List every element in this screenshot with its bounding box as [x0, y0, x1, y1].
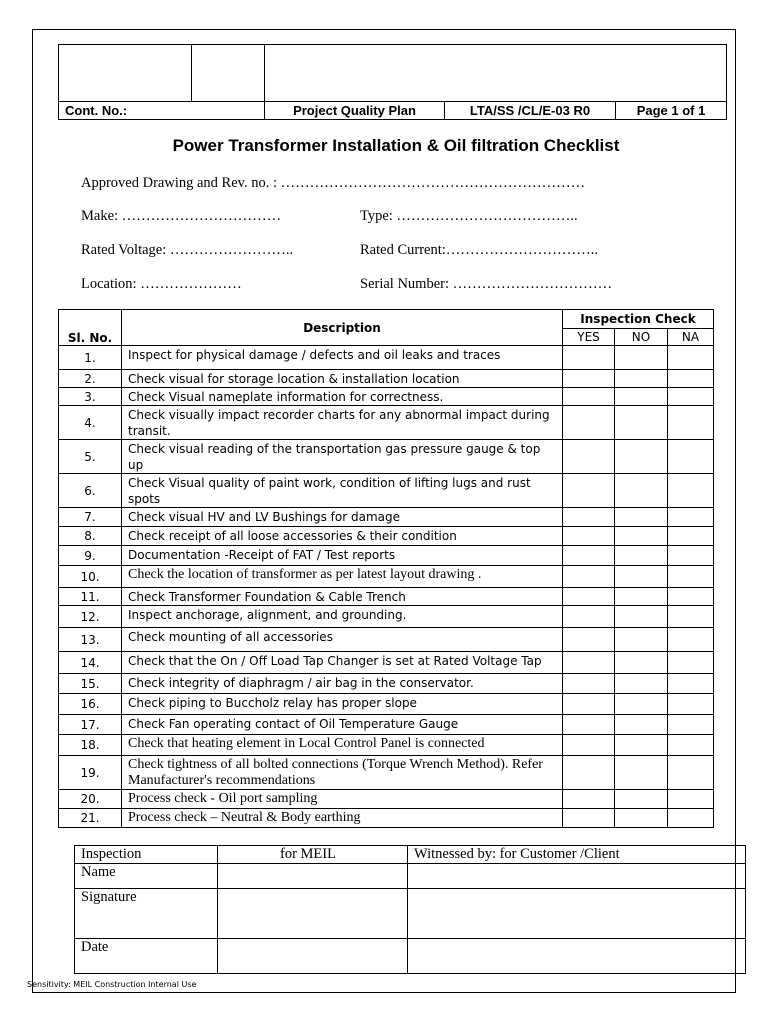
check-cell-yes[interactable] [563, 628, 615, 652]
check-cell-no[interactable] [615, 694, 668, 715]
row-number: 6. [59, 474, 122, 508]
row-number: 11. [59, 588, 122, 606]
row-description: Check receipt of all loose accessories & their condition [122, 527, 563, 546]
table-row [59, 756, 714, 790]
table-row [59, 674, 714, 694]
check-cell-no[interactable] [615, 474, 668, 508]
check-cell-no[interactable] [615, 370, 668, 388]
check-cell-no[interactable] [615, 735, 668, 756]
check-cell-na[interactable] [668, 588, 714, 606]
check-cell-na[interactable] [668, 474, 714, 508]
col-header-na: NA [668, 329, 714, 346]
check-cell-na[interactable] [668, 346, 714, 370]
check-cell-no[interactable] [615, 388, 668, 406]
signoff-date-label: Date [75, 939, 218, 974]
check-cell-yes[interactable] [563, 652, 615, 674]
row-number: 2. [59, 370, 122, 388]
table-row [59, 628, 714, 652]
table-row [59, 546, 714, 566]
signoff-signature-meil-cell[interactable] [218, 889, 408, 939]
check-cell-yes[interactable] [563, 606, 615, 628]
cont-no: Cont. No.: [59, 102, 265, 120]
check-cell-na[interactable] [668, 527, 714, 546]
check-cell-yes[interactable] [563, 474, 615, 508]
table-row [59, 370, 714, 388]
check-cell-na[interactable] [668, 388, 714, 406]
row-description: Check Visual nameplate information for correctness. [122, 388, 563, 406]
row-number: 14. [59, 652, 122, 674]
table-row [59, 790, 714, 809]
signoff-signature-label: Signature [75, 889, 218, 939]
doc-number: LTA/SS /CL/E-03 R0 [445, 102, 616, 120]
row-number: 5. [59, 440, 122, 474]
logo-cell-2 [192, 45, 265, 102]
table-row [59, 474, 714, 508]
signoff-table [74, 845, 746, 974]
check-cell-no[interactable] [615, 546, 668, 566]
row-number: 16. [59, 694, 122, 715]
check-cell-na[interactable] [668, 566, 714, 588]
table-row [59, 809, 714, 828]
signoff-header-client: Witnessed by: for Customer /Client [408, 846, 746, 864]
check-cell-na[interactable] [668, 370, 714, 388]
row-description: Check piping to Buccholz relay has proper slope [122, 694, 563, 715]
check-cell-na[interactable] [668, 674, 714, 694]
check-cell-yes[interactable] [563, 694, 615, 715]
check-cell-no[interactable] [615, 674, 668, 694]
row-number: 17. [59, 715, 122, 735]
document-title: Power Transformer Installation & Oil filtration Checklist [172, 136, 620, 155]
check-cell-yes[interactable] [563, 370, 615, 388]
check-cell-yes[interactable] [563, 588, 615, 606]
check-cell-no[interactable] [615, 652, 668, 674]
row-number: 4. [59, 406, 122, 440]
check-cell-na[interactable] [668, 440, 714, 474]
check-cell-na[interactable] [668, 652, 714, 674]
check-cell-yes[interactable] [563, 756, 615, 790]
check-cell-yes[interactable] [563, 566, 615, 588]
check-cell-yes[interactable] [563, 546, 615, 566]
location-field: Location: ………………… [81, 276, 242, 292]
table-row [59, 406, 714, 440]
check-cell-no[interactable] [615, 566, 668, 588]
row-number: 12. [59, 606, 122, 628]
row-number: 9. [59, 546, 122, 566]
rated-voltage-field: Rated Voltage: …………………….. [81, 242, 294, 258]
check-cell-no[interactable] [615, 756, 668, 790]
row-description: Check tightness of all bolted connections (Torque Wrench Method). Refer Manufacturer's recommendations [122, 756, 563, 790]
document-header [58, 44, 727, 120]
signoff-name-label: Name [75, 864, 218, 889]
check-cell-no[interactable] [615, 809, 668, 828]
check-cell-yes[interactable] [563, 508, 615, 527]
rated-current-field: Rated Current:………………………….. [360, 242, 599, 258]
row-description: Check the location of transformer as per latest layout drawing . [122, 566, 563, 588]
row-number: 1. [59, 346, 122, 370]
row-description: Check that heating element in Local Control Panel is connected [122, 735, 563, 756]
table-row [59, 388, 714, 406]
row-description: Check integrity of diaphragm / air bag in the conservator. [122, 674, 563, 694]
row-description: Check visual for storage location & installation location [122, 370, 563, 388]
row-description: Check visual reading of the transportation gas pressure gauge & top up [122, 440, 563, 474]
signoff-date-client-cell[interactable] [408, 939, 746, 974]
signoff-name-meil-cell[interactable] [218, 864, 408, 889]
row-description: Check visual HV and LV Bushings for damage [122, 508, 563, 527]
check-cell-na[interactable] [668, 756, 714, 790]
row-description: Process check – Neutral & Body earthing [122, 809, 563, 828]
checklist-table [58, 309, 714, 828]
table-row [59, 652, 714, 674]
signoff-signature-client-cell[interactable] [408, 889, 746, 939]
check-cell-na[interactable] [668, 406, 714, 440]
check-cell-yes[interactable] [563, 715, 615, 735]
check-cell-no[interactable] [615, 715, 668, 735]
sensitivity-footer: Sensitivity: MEIL Construction Internal Use [27, 980, 197, 989]
check-cell-no[interactable] [615, 406, 668, 440]
row-number: 8. [59, 527, 122, 546]
row-number: 7. [59, 508, 122, 527]
table-row [59, 508, 714, 527]
row-number: 3. [59, 388, 122, 406]
col-header-slno: Sl. No. [59, 310, 122, 346]
row-number: 21. [59, 809, 122, 828]
plan-label: Project Quality Plan [265, 102, 445, 120]
signoff-header-inspection: Inspection [75, 846, 218, 864]
check-cell-yes[interactable] [563, 674, 615, 694]
check-cell-na[interactable] [668, 790, 714, 809]
page-number: Page 1 of 1 [616, 102, 727, 120]
row-number: 13. [59, 628, 122, 652]
table-row [59, 566, 714, 588]
check-cell-na[interactable] [668, 606, 714, 628]
signoff-header-meil: for MEIL [218, 846, 408, 864]
row-number: 15. [59, 674, 122, 694]
check-cell-no[interactable] [615, 606, 668, 628]
table-row [59, 735, 714, 756]
row-description: Check Transformer Foundation & Cable Trench [122, 588, 563, 606]
check-cell-no[interactable] [615, 508, 668, 527]
row-description: Check that the On / Off Load Tap Changer is set at Rated Voltage Tap [122, 652, 563, 674]
check-cell-yes[interactable] [563, 440, 615, 474]
approved-drawing-field: Approved Drawing and Rev. no. : ……………………………………………………… [81, 175, 586, 191]
table-row [59, 527, 714, 546]
signoff-date-meil-cell[interactable] [218, 939, 408, 974]
row-number: 10. [59, 566, 122, 588]
table-row [59, 606, 714, 628]
col-header-inspection: Inspection Check [563, 310, 714, 329]
check-cell-no[interactable] [615, 628, 668, 652]
row-number: 20. [59, 790, 122, 809]
check-cell-yes[interactable] [563, 388, 615, 406]
check-cell-yes[interactable] [563, 406, 615, 440]
col-header-no: NO [615, 329, 668, 346]
table-row [59, 440, 714, 474]
check-cell-no[interactable] [615, 527, 668, 546]
col-header-description: Description [122, 310, 563, 346]
check-cell-yes[interactable] [563, 346, 615, 370]
row-description: Inspect anchorage, alignment, and grounding. [122, 606, 563, 628]
row-description: Check Visual quality of paint work, condition of lifting lugs and rust spots [122, 474, 563, 508]
row-number: 18. [59, 735, 122, 756]
check-cell-na[interactable] [668, 735, 714, 756]
signoff-name-client-cell[interactable] [408, 864, 746, 889]
check-cell-yes[interactable] [563, 527, 615, 546]
table-row [59, 715, 714, 735]
check-cell-na[interactable] [668, 546, 714, 566]
logo-cell [59, 45, 192, 102]
check-cell-yes[interactable] [563, 790, 615, 809]
table-row [59, 346, 714, 370]
check-cell-na[interactable] [668, 508, 714, 527]
check-cell-no[interactable] [615, 790, 668, 809]
project-title-cell [265, 45, 727, 102]
table-row [59, 588, 714, 606]
col-header-yes: YES [563, 329, 615, 346]
check-cell-yes[interactable] [563, 735, 615, 756]
check-cell-na[interactable] [668, 694, 714, 715]
check-cell-no[interactable] [615, 346, 668, 370]
type-field: Type: ……………………………….. [360, 208, 578, 224]
row-number: 19. [59, 756, 122, 790]
check-cell-na[interactable] [668, 715, 714, 735]
row-description: Check visually impact recorder charts for any abnormal impact during transit. [122, 406, 563, 440]
check-cell-no[interactable] [615, 440, 668, 474]
row-description: Check mounting of all accessories [122, 628, 563, 652]
serial-number-field: Serial Number: …………………………… [360, 276, 613, 292]
make-field: Make: …………………………… [81, 208, 282, 224]
row-description: Process check - Oil port sampling [122, 790, 563, 809]
check-cell-yes[interactable] [563, 809, 615, 828]
table-row [59, 694, 714, 715]
check-cell-na[interactable] [668, 628, 714, 652]
check-cell-na[interactable] [668, 809, 714, 828]
row-description: Inspect for physical damage / defects and oil leaks and traces [122, 346, 563, 370]
row-description: Check Fan operating contact of Oil Temperature Gauge [122, 715, 563, 735]
check-cell-no[interactable] [615, 588, 668, 606]
row-description: Documentation -Receipt of FAT / Test reports [122, 546, 563, 566]
